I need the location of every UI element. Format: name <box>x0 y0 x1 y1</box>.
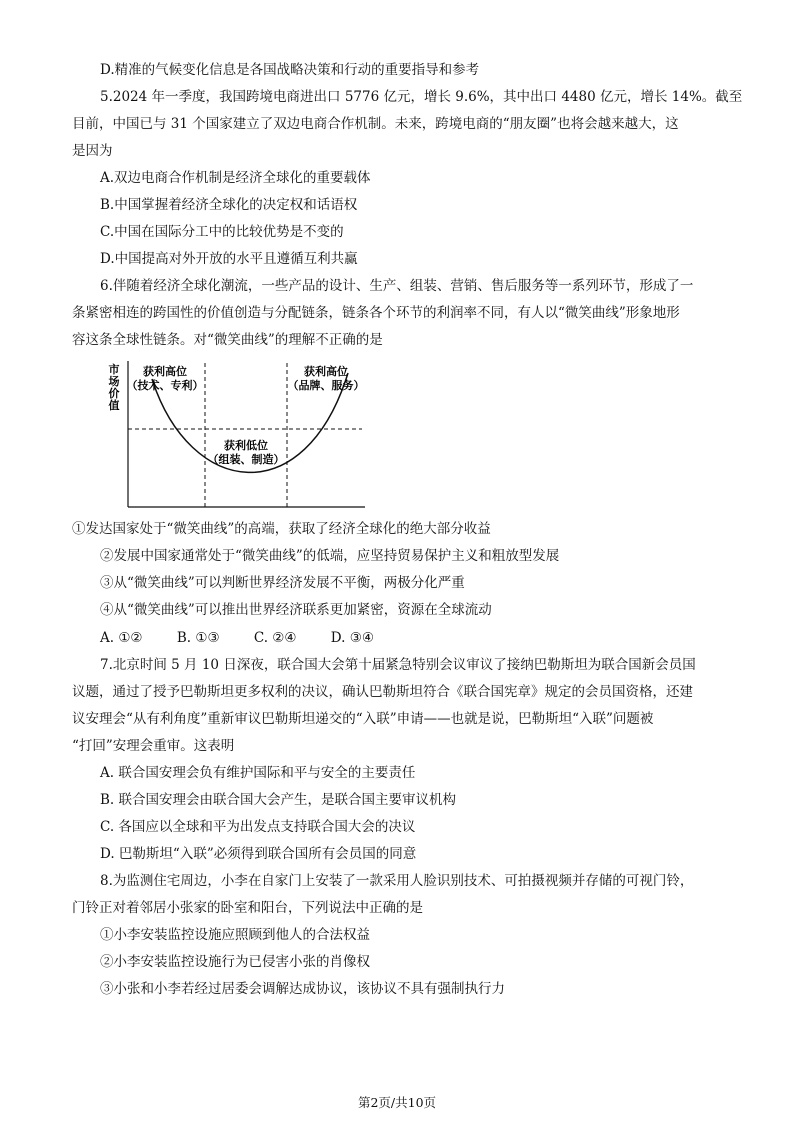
q5-option-b: B.中国掌握着经济全球化的决定权和话语权 <box>100 197 358 213</box>
q5-stem-line-2: 目前，中国已与 31 个国家建立了双边电商合作机制。未来，跨境电商的“朋友圈”也将会越来越大，这 <box>72 116 679 132</box>
q7-stem-line-2: 议题，通过了授予巴勒斯坦更多权利的决议，确认巴勒斯坦符合《联合国宪章》规定的会员国资格，还建 <box>72 684 693 700</box>
q6-stem-line-1: 6.伴随着经济全球化潮流，一些产品的设计、生产、组装、营销、售后服务等一系列环节，形成了一 <box>100 278 694 294</box>
smile-curve-figure <box>100 357 370 512</box>
figure-right-label-2: （品牌、服务） <box>287 379 365 392</box>
q8-statement-2: ②小李安装监控设施行为已侵害小张的肖像权 <box>100 954 370 970</box>
q7-stem-line-3: 议安理会“从有利角度”重新审议巴勒斯坦递交的“入联”申请——也就是说，巴勒斯坦“入联”问题被 <box>72 711 654 727</box>
q8-stem-line-1: 8.为监测住宅周边，小李在自家门上安装了一款采用人脸识别技术、可拍摄视频并存储的可视门铃， <box>100 873 694 889</box>
q6-statement-1: ①发达国家处于“微笑曲线”的高端，获取了经济全球化的绝大部分收益 <box>72 521 491 537</box>
q7-option-a: A. 联合国安理会负有维护国际和平与安全的主要责任 <box>100 765 416 781</box>
q4-option-d: D.精准的气候变化信息是各国战略决策和行动的重要指导和参考 <box>100 62 480 78</box>
q7-option-b: B. 联合国安理会由联合国大会产生，是联合国主要审议机构 <box>100 792 457 808</box>
q5-option-c: C.中国在国际分工中的比较优势是不变的 <box>100 224 344 240</box>
q7-stem-line-4: “打回”安理会重审。这表明 <box>72 738 235 754</box>
q7-option-d: D. 巴勒斯坦“入联”必须得到联合国所有会员国的同意 <box>100 846 417 862</box>
figure-ylabel-char-3: 价 <box>108 387 120 400</box>
q6-option-d: D. ③④ <box>330 630 374 646</box>
figure-mid-label-1: 获利低位 <box>224 439 268 452</box>
q6-options <box>100 628 404 648</box>
figure-left-label-2: （技术、专利） <box>126 379 204 392</box>
figure-right-label-1: 获利高位 <box>304 365 348 378</box>
q5-stem-line-1: 5.2024 年一季度，我国跨境电商进出口 5776 亿元，增长 9.6%，其中出口 4480 亿元，增长 14%。截至 <box>100 89 743 105</box>
figure-ylabel-char-4: 值 <box>108 399 120 412</box>
q6-stem-line-3: 容这条全球性链条。对“微笑曲线”的理解不正确的是 <box>72 332 383 348</box>
q5-option-d: D.中国提高对外开放的水平且遵循互利共赢 <box>100 251 358 267</box>
q6-statement-3: ③从“微笑曲线”可以判断世界经济发展不平衡，两极分化严重 <box>100 575 465 591</box>
q8-stem-line-2: 门铃正对着邻居小张家的卧室和阳台，下列说法中正确的是 <box>72 900 423 916</box>
q7-stem-line-1: 7.北京时间 5 月 10 日深夜，联合国大会第十届紧急特别会议审议了接纳巴勒斯坦为联合国新会员国 <box>100 657 696 673</box>
q6-stem-line-2: 条紧密相连的跨国性的价值创造与分配链条，链条各个环节的利润率不同，有人以“微笑曲线”形象地形 <box>72 305 680 321</box>
q6-statement-2: ②发展中国家通常处于“微笑曲线”的低端，应坚持贸易保护主义和粗放型发展 <box>100 548 560 564</box>
page-footer: 第2页/共10页 <box>357 1095 437 1110</box>
figure-ylabel-char-1: 市 <box>108 363 120 376</box>
q6-statement-4: ④从“微笑曲线”可以推出世界经济联系更加紧密，资源在全球流动 <box>100 602 492 618</box>
q8-statement-1: ①小李安装监控设施应照顾到他人的合法权益 <box>100 927 370 943</box>
figure-ylabel-char-2: 场 <box>108 375 120 388</box>
figure-left-label-1: 获利高位 <box>143 365 187 378</box>
q6-option-c: C. ②④ <box>253 630 297 646</box>
q5-option-a: A.双边电商合作机制是经济全球化的重要载体 <box>100 170 371 186</box>
q7-option-c: C. 各国应以全球和平为出发点支持联合国大会的决议 <box>100 819 416 835</box>
q5-stem-line-3: 是因为 <box>72 143 113 159</box>
q8-statement-3: ③小张和小李若经过居委会调解达成协议，该协议不具有强制执行力 <box>100 981 505 997</box>
q6-option-b: B. ①③ <box>176 630 220 646</box>
q6-option-a: A. ①② <box>100 630 143 646</box>
figure-mid-label-2: （组装、制造） <box>207 453 285 466</box>
